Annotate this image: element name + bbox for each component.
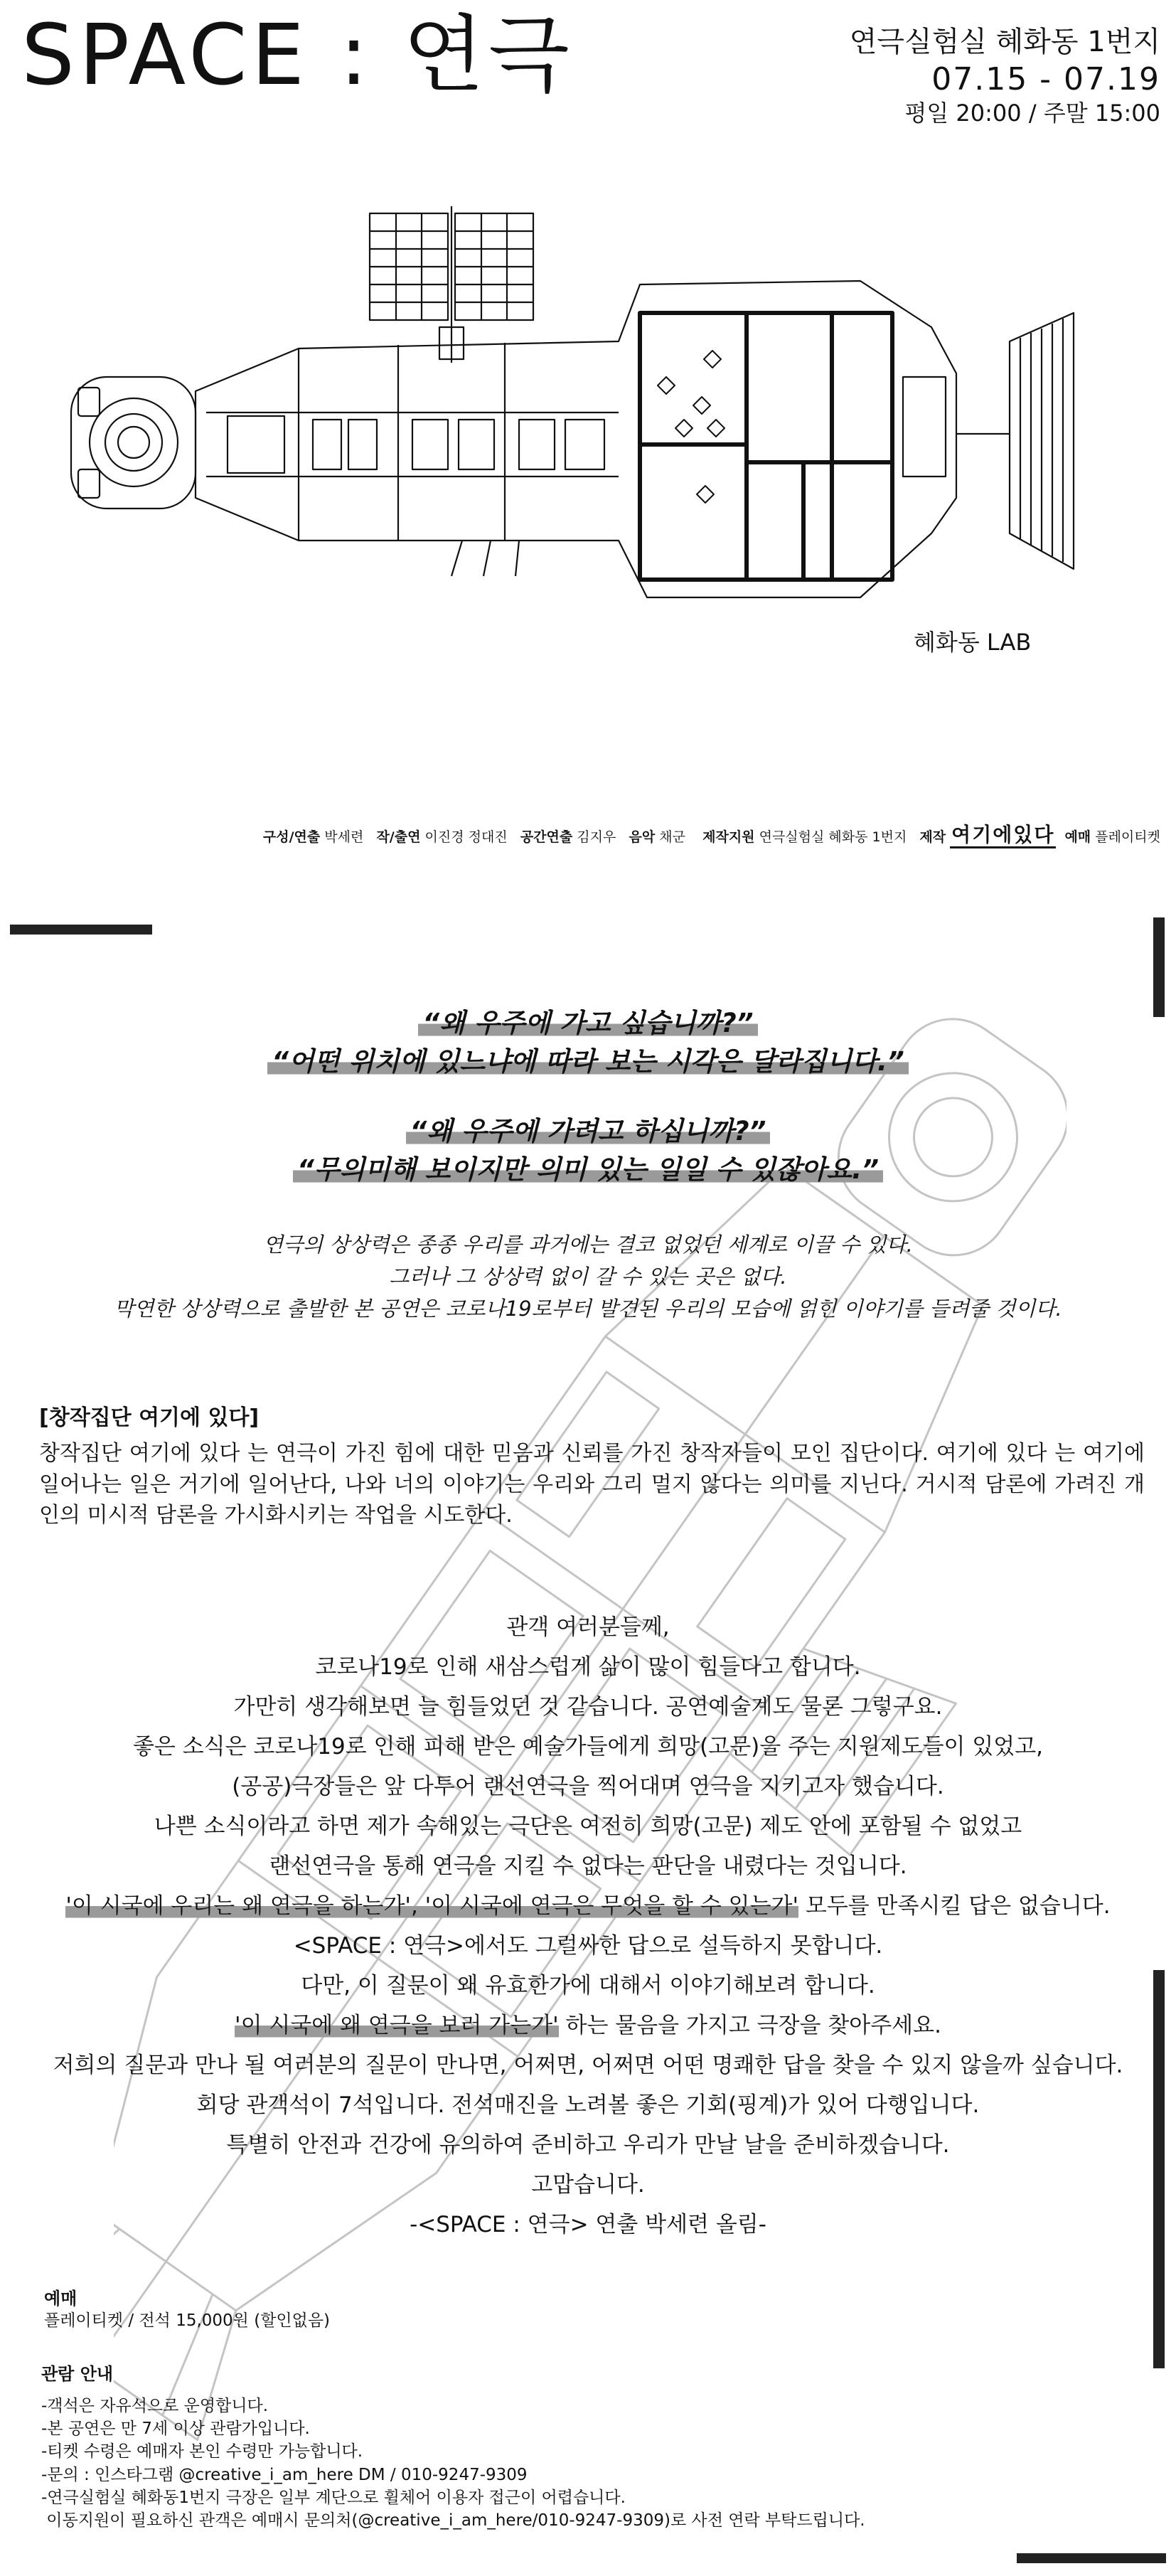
- intro-line: 그러나 그 상상력 없이 갈 수 있는 곳은 없다.: [389, 1264, 787, 1289]
- letter-line: 나쁜 소식이라고 하면 제가 속해있는 극단은 여전히 희망(고문) 제도 안에 포함될 수 없었고: [154, 1814, 1022, 1839]
- letter-line: 가만히 생각해보면 늘 힘들었던 것 같습니다. 공연예술계도 물론 그렇구요.: [233, 1694, 943, 1720]
- letter-line: 회당 관객석이 7석입니다. 전석매진을 노려볼 좋은 기회(핑계)가 있어 다행입니다.: [196, 2092, 980, 2118]
- notice-item: -본 공연은 만 7세 이상 관람가입니다.: [41, 2420, 310, 2439]
- venue-info: [850, 24, 1160, 127]
- credit-name: 박세련: [324, 829, 364, 845]
- notice-item: 이동지원이 필요하신 관객은 예매시 문의처(@creative_i_am_here/010-9247-9309)로 사전 연락 부탁드립니다.: [41, 2511, 865, 2530]
- diamond-seats: [658, 351, 725, 503]
- letter-line: 특별히 안전과 건강에 유의하여 준비하고 우리가 만날 날을 준비하겠습니다.: [226, 2132, 950, 2158]
- letter-line: 랜선연극을 통해 연극을 지킬 수 없다는 판단을 내렸다는 것입니다.: [269, 1853, 907, 1879]
- booking-section: [44, 2284, 330, 2332]
- notice-heading: 관람 안내: [41, 2364, 114, 2384]
- booking-heading: 예매: [44, 2289, 77, 2309]
- director-letter: [0, 1607, 1176, 2245]
- lab-floorplan: [640, 313, 892, 580]
- notice-item: -티켓 수령은 예매자 본인 수령만 가능합니다.: [41, 2442, 363, 2461]
- poster-title: SPACE : 연극: [21, 6, 574, 104]
- intro-paragraph: [0, 1229, 1176, 1325]
- divider-bar: [10, 925, 152, 935]
- credit-role: 구성/연출: [262, 829, 321, 845]
- quote-line: “어떤 위치에 있느냐에 따라 보는 시각은 달라집니다.”: [0, 1040, 1176, 1078]
- notice-item: -문의 : 인스타그램 @creative_i_am_here DM / 010-9247-9309: [41, 2465, 528, 2484]
- space-station-illustration: [64, 199, 1116, 654]
- letter-line: '이 시국에 우리는 왜 연극을 하는가', '이 시국에 연극은 무엇을 할 수 있는가' 모두를 만족시킬 답은 없습니다.: [65, 1893, 1111, 1919]
- letter-line: (공공)극장들은 앞 다투어 랜선연극을 찍어대며 연극을 지키고자 했습니다.: [232, 1774, 944, 1799]
- letter-line: 다만, 이 질문이 왜 유효한가에 대해서 이야기해보려 합니다.: [301, 1973, 875, 1998]
- letter-line: 관객 여러분들께,: [506, 1614, 670, 1640]
- lab-label: 혜화동 LAB: [914, 629, 1032, 656]
- credit-name: 이진경 정대진: [424, 829, 508, 845]
- divider-bar: [1017, 2553, 1166, 2563]
- letter-signature: -<SPACE : 연극> 연출 박세련 올림-: [410, 2212, 766, 2237]
- credit-role: 제작지원: [702, 829, 755, 845]
- credit-name: 김지우: [577, 829, 616, 845]
- notice-item: -객석은 자유석으로 운영합니다.: [41, 2397, 269, 2415]
- performance-dates: 07.15 - 07.19: [931, 61, 1160, 97]
- docking-module-icon: [71, 377, 196, 509]
- credit-role: 작/출연: [376, 829, 421, 845]
- letter-line: <SPACE : 연극>에서도 그럴싸한 답으로 설득하지 못합니다.: [293, 1933, 883, 1959]
- letter-line: 좋은 소식은 코로나19로 인해 피해 받은 예술가들에게 희망(고문)을 주는 지원제도들이 있었고,: [132, 1734, 1044, 1760]
- producer-logo: 여기에있다: [950, 823, 1056, 848]
- highlighted-question: '이 시국에 우리는 왜 연극을 하는가', '이 시국에 연극은 무엇을 할 수 있는가': [65, 1893, 799, 1919]
- group-heading: [창작집단 여기에 있다]: [39, 1405, 260, 1430]
- letter-line: 저희의 질문과 만나 될 여러분의 질문이 만나면, 어쩌면, 어쩌면 어떤 명쾌한 답을 찾을 수 있지 않을까 싶습니다.: [53, 2053, 1123, 2078]
- antenna-dish-icon: [956, 313, 1074, 569]
- venue-name: 연극실험실 혜화동 1번지: [849, 26, 1160, 58]
- notice-section: [41, 2360, 865, 2532]
- intro-line: 막연한 상상력으로 출발한 본 공연은 코로나19로부터 발견된 우리의 모습에 얽힌 이야기를 들려줄 것이다.: [114, 1296, 1062, 1321]
- group-description: 창작집단 여기에 있다 는 연극이 가진 힘에 대한 믿음과 신뢰를 가진 창작자들이 모인 집단이다. 여기에 있다 는 여기에 일어나는 일은 거기에 일어난다, 나와 너의 이야기는 우리와 그리 멀지 않다는 의미를 지닌다. 거시적 담론에 가려진 개인의 미시적 담론을 가시화시키는 작업을 시도한다.: [39, 1441, 1145, 1528]
- letter-line: 고맙습니다.: [531, 2172, 645, 2198]
- letter-line: '이 시국에 왜 연극을 보러 가는가' 하는 물음을 가지고 극장을 찾아주세요.: [235, 2013, 941, 2038]
- credit-name: 플레이티켓: [1095, 829, 1160, 845]
- performance-times: 평일 20:00 / 주말 15:00: [904, 100, 1160, 127]
- credit-role: 공간연출: [520, 829, 573, 845]
- quote-line: “왜 우주에 가려고 하십니까?”: [0, 1109, 1176, 1148]
- quote-line: “무의미해 보이지만 의미 있는 일일 수 있잖아요.”: [0, 1148, 1176, 1186]
- booking-info: 플레이티켓 / 전석 15,000원 (할인없음): [44, 2311, 331, 2330]
- credit-name: 채군: [659, 829, 685, 845]
- solar-panel-icon: [370, 206, 533, 363]
- credits-line: [263, 819, 1160, 848]
- credit-role: 제작: [919, 829, 946, 845]
- notice-item: -연극실험실 혜화동1번지 극장은 일부 계단으로 휠체어 이용자 접근이 어렵습니다.: [41, 2488, 626, 2507]
- highlighted-question: '이 시국에 왜 연극을 보러 가는가': [235, 2013, 559, 2038]
- notice-list: [41, 2395, 865, 2532]
- intro-line: 연극의 상상력은 종종 우리를 과거에는 결코 없었던 세계로 이끌 수 있다.: [263, 1233, 913, 1257]
- credit-role: 음악: [629, 829, 656, 845]
- quote-line: “왜 우주에 가고 싶습니까?”: [0, 1001, 1176, 1040]
- credit-role: 예매: [1064, 829, 1091, 845]
- letter-line: 코로나19로 인해 새삼스럽게 삶이 많이 힘들다고 합니다.: [315, 1654, 861, 1680]
- credit-name: 연극실험실 혜화동 1번지: [759, 829, 907, 845]
